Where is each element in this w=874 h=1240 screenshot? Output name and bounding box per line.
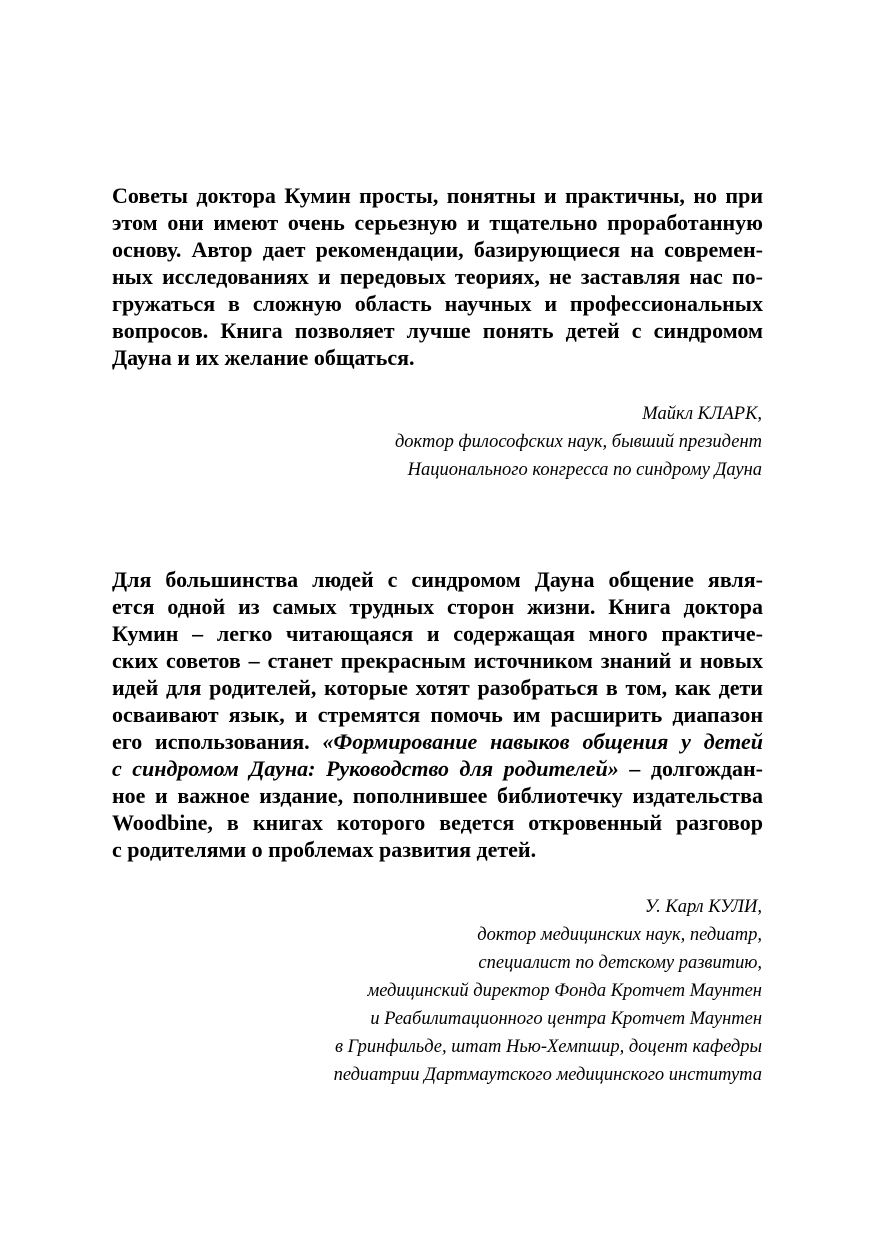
signature-credential: доктор философских наук, бывший президент xyxy=(394,432,762,452)
review-2-line: осваивают язык, и стремятся помочь им расширить диапазон xyxy=(112,702,763,727)
signature-credential: в Гринфильде, штат Нью-Хемпшир, доцент кафедры xyxy=(334,1037,762,1057)
review-2-line: ских советов – станет прекрасным источником знаний и новых xyxy=(112,648,763,673)
review-2-line: с синдромом Дауна: Руководство для родителей» – долгождан- xyxy=(112,756,763,781)
review-1-line: Дауна и их желание общаться. xyxy=(112,345,415,370)
review-1-line: гружаться в сложную область научных и профессиональных xyxy=(112,291,763,316)
signature-credential: и Реабилитационного центра Кротчет Маунтен xyxy=(370,1009,762,1029)
review-1-line: основу. Автор дает рекомендации, базирующиеся на современ- xyxy=(112,237,763,262)
review-1-line: вопросов. Книга позволяет лучше понять детей с синдромом xyxy=(112,318,763,343)
review-2-line: Woodbine, в книгах которого ведется откровенный разговор xyxy=(112,810,763,835)
review-1-line: этом они имеют очень серьезную и тщательно проработанную xyxy=(112,210,763,235)
signature-credential: Национального конгресса по синдрому Дауна xyxy=(407,460,762,480)
signature-author-name: У. Карл КУЛИ, xyxy=(644,897,762,917)
signature-credential: медицинский директор Фонда Кротчет Маунтен xyxy=(367,981,762,1001)
review-2-line: ное и важное издание, пополнившее библиотечку издательства xyxy=(112,783,763,808)
review-2-line: его использования. «Формирование навыков общения у детей xyxy=(112,729,763,754)
book-title: «Формирование навыков общения у детей xyxy=(322,729,763,754)
review-2-line: Кумин – легко читающаяся и содержащая много практиче- xyxy=(112,621,763,646)
signature-credential: доктор медицинских наук, педиатр, xyxy=(477,925,762,945)
signature-credential: педиатрии Дартмаутского медицинского института xyxy=(333,1065,762,1085)
review-2-line: ется одной из самых трудных сторон жизни. Книга доктора xyxy=(112,594,763,619)
review-2-line: Для большинства людей с синдромом Дауна общение явля- xyxy=(112,567,763,592)
signature-author-name: Майкл КЛАРК, xyxy=(642,404,762,424)
signature-credential: специалист по детскому развитию, xyxy=(478,953,762,973)
review-2-line: с родителями о проблемах развития детей. xyxy=(112,837,537,862)
review-2-line: идей для родителей, которые хотят разобраться в том, как дети xyxy=(112,675,763,700)
book-title: с синдромом Дауна: Руководство для родителей» xyxy=(112,756,619,781)
review-1-line: Советы доктора Кумин просты, понятны и практичны, но при xyxy=(112,183,763,208)
review-1-line: ных исследованиях и передовых теориях, не заставляя нас по- xyxy=(112,264,763,289)
